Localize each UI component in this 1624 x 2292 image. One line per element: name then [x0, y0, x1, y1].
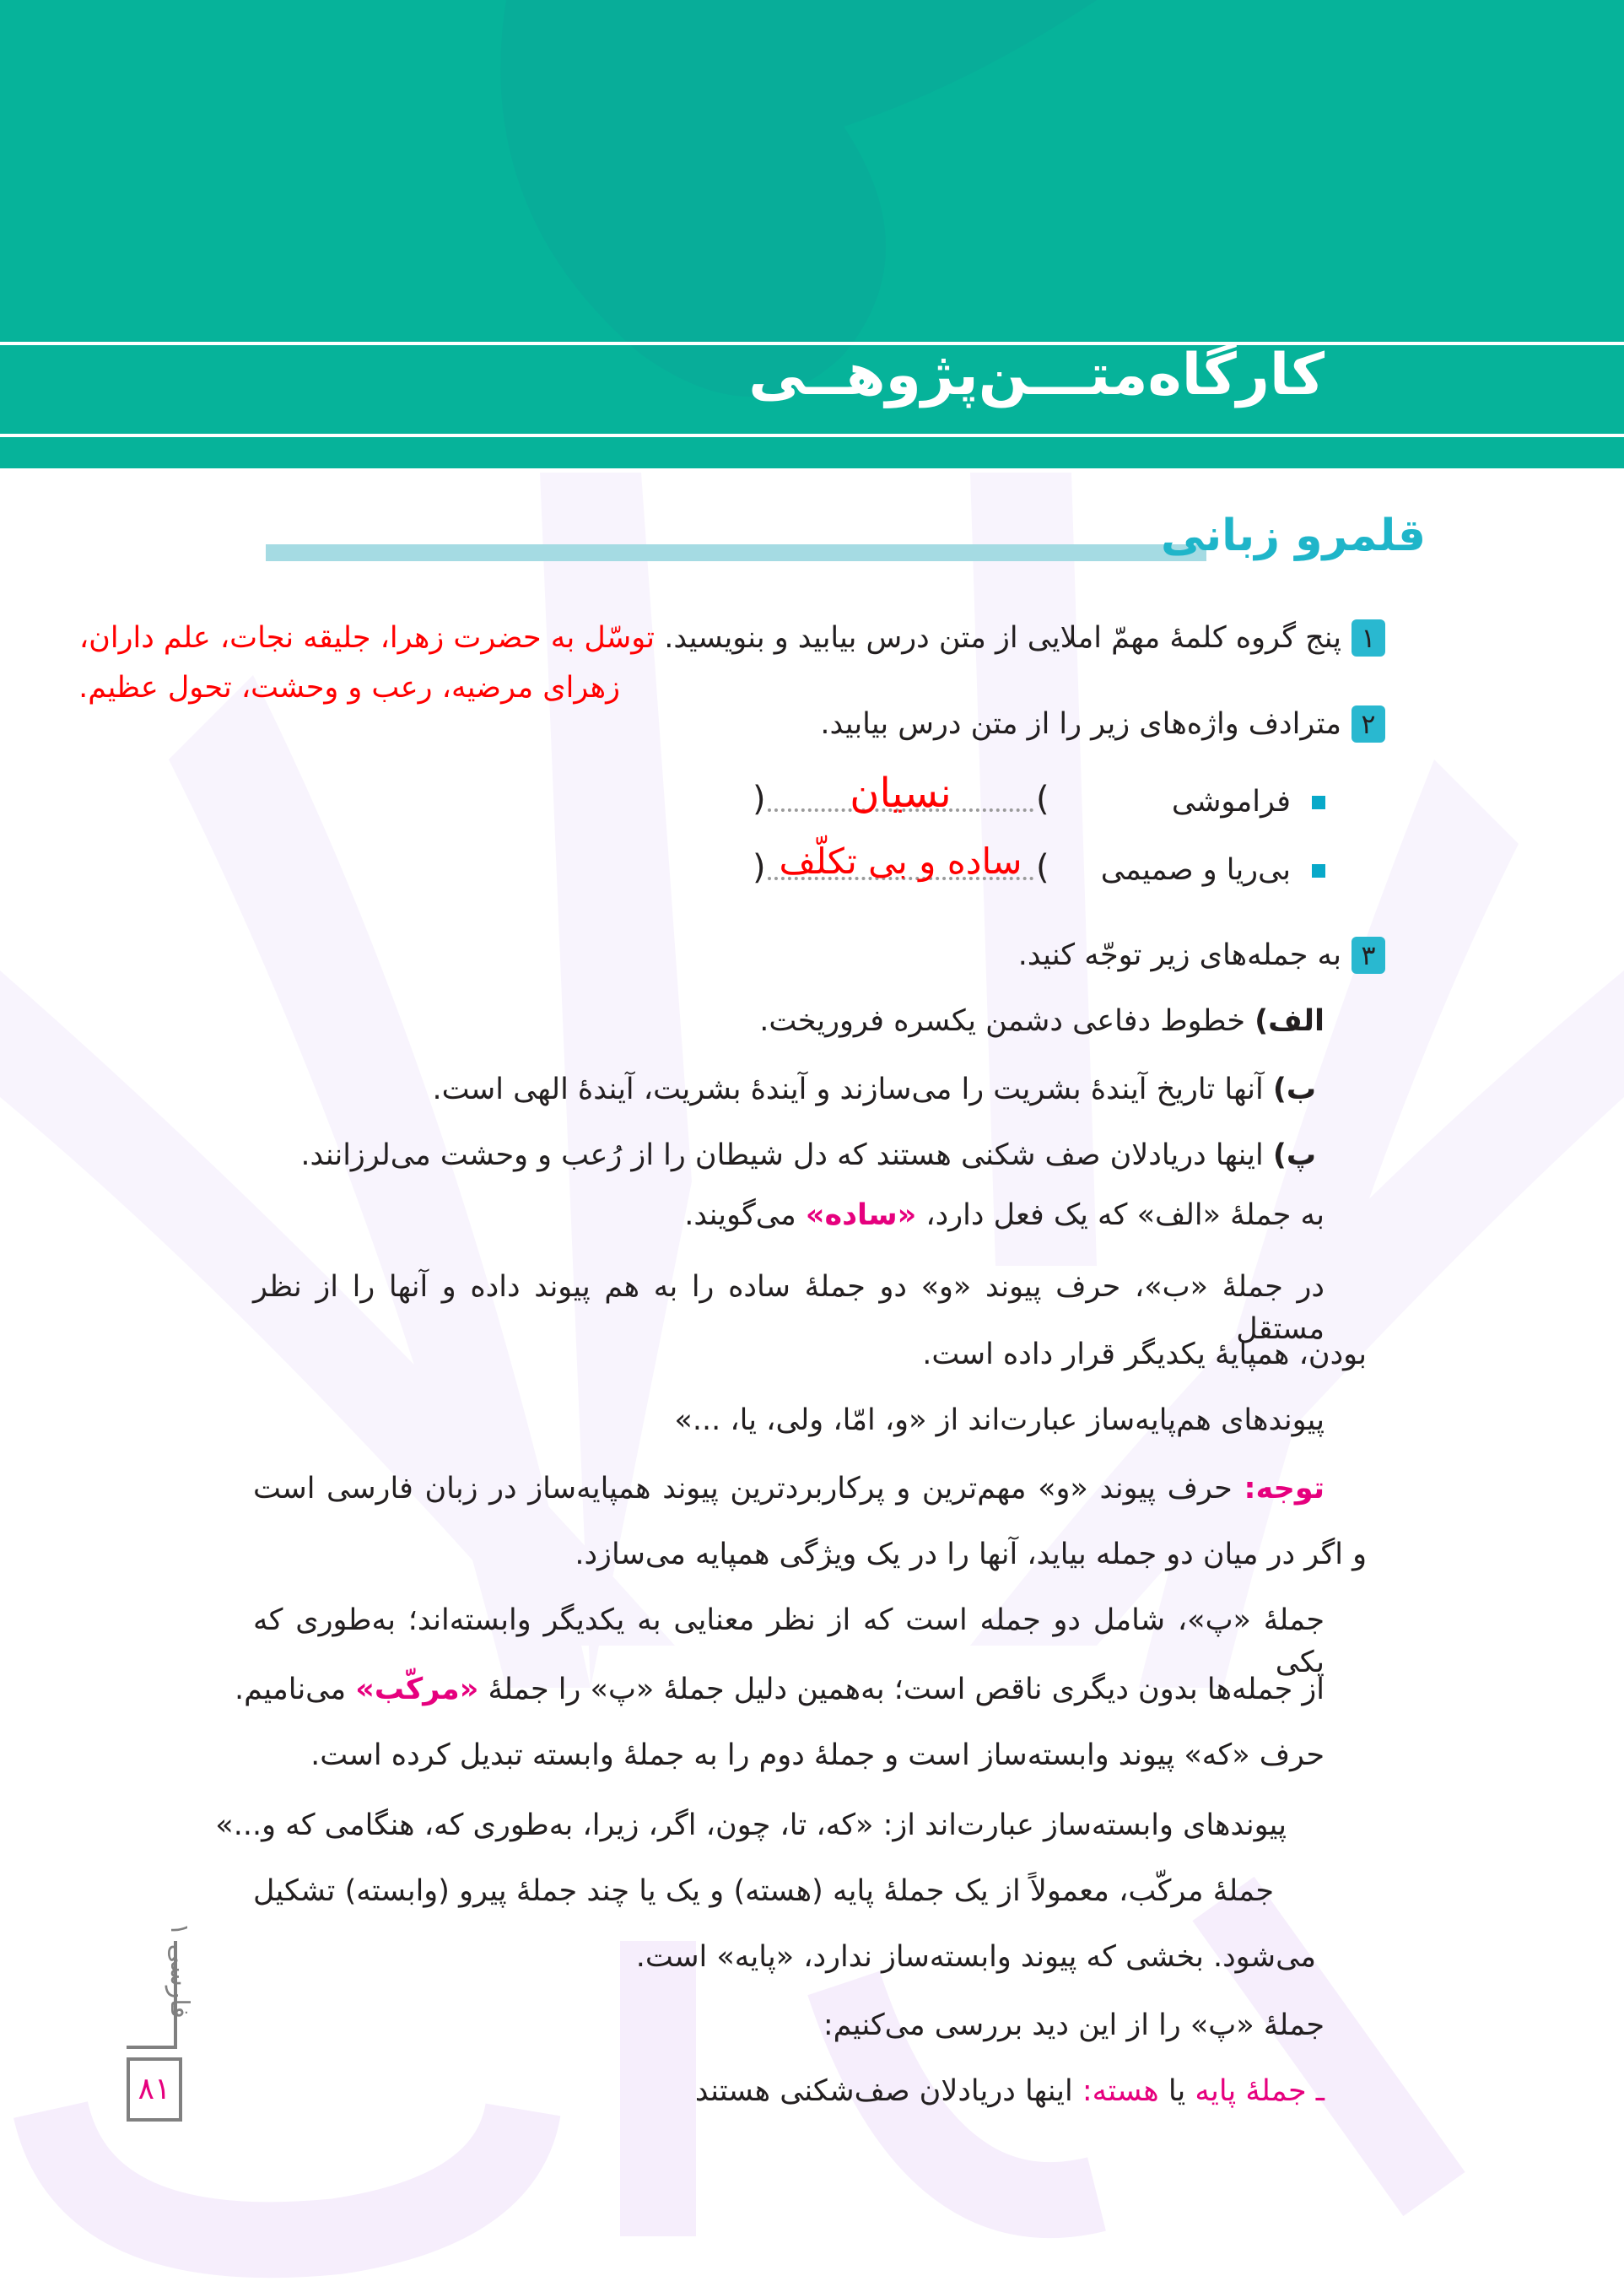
paren: ) [753, 848, 766, 887]
paren: ( [1036, 848, 1049, 887]
paragraph-line: حرف «که» پیوند وابسته‌ساز است و جملهٔ دوم را به جملهٔ وابسته تبدیل کرده است. [310, 1738, 1325, 1772]
sentence-label: الف) [1254, 1004, 1325, 1038]
bullet-icon [1312, 864, 1325, 878]
synonym-answer: نسیان [850, 770, 952, 817]
page-number: ۸۱ [127, 2057, 182, 2122]
highlight-term: هسته: [1082, 2074, 1159, 2108]
question-number-badge: ۱ [1352, 619, 1385, 657]
sentence-text: اینها دریادلان صف شکنی هستند که دل شیطان را از رُعب و وحشت می‌لرزانند. [300, 1138, 1264, 1172]
synonym-word: فراموشی [1171, 785, 1291, 819]
question-3-text: به جمله‌های زیر توجّه کنید. [1017, 938, 1341, 972]
example-sentence [759, 1000, 1325, 1042]
paragraph-line: می‌شود. بخشی که پیوند وابسته‌ساز ندارد، «پایه» است. [635, 1940, 1316, 1974]
section-title: قلمرو زبانی [1160, 511, 1426, 561]
text: از جمله‌ها بدون دیگری ناقص است؛ به‌همین دلیل جملهٔ «پ» را جملهٔ [478, 1673, 1325, 1706]
paragraph-line: جملهٔ مرکّب، معمولاً از یک جملهٔ پایه (هسته) و یک یا چند جملهٔ پیرو (وابسته) تشکیل [253, 1874, 1274, 1908]
sentence-text: آنها تاریخ آیندهٔ بشریت را می‌سازند و آیندهٔ بشریت، آیندهٔ الهی است. [432, 1073, 1264, 1106]
synonym-answer: ساده و بی تکلّف [779, 841, 1022, 882]
text: به جملهٔ «الف» که یک فعل دارد، [916, 1198, 1325, 1232]
sentence-text: خطوط دفاعی دشمن یکسره فروریخت. [759, 1004, 1246, 1038]
text: می‌نامیم. [235, 1673, 356, 1706]
question-number-badge: ۳ [1352, 937, 1385, 974]
paragraph-line: بودن، همپایهٔ یکدیگر قرار داده است. [922, 1338, 1367, 1371]
synonym-word: بی‌ریا و صمیمی [1100, 853, 1291, 887]
note-line [253, 1468, 1325, 1510]
text: حرف پیوند «و» مهم‌ترین و پرکاربردترین پیوند همپایه‌ساز در زبان فارسی است [253, 1472, 1244, 1505]
page-title: کارگاه‌متـــن‌پژوهــی [748, 342, 1325, 408]
paragraph-line: پیوندهای وابسته‌ساز عبارت‌اند از: «که، تا، چون، اگر، زیرا، به‌طوری که، هنگامی که و...» [215, 1808, 1287, 1842]
section-bar [266, 544, 1206, 561]
bullet-icon [1312, 796, 1325, 809]
example-sentence [300, 1134, 1316, 1176]
sentence-label: ب) [1272, 1073, 1316, 1106]
paragraph-line [695, 2070, 1325, 2112]
question-text: پنج گروه کلمهٔ مهمّ املایی از متن درس بیابید و بنویسید. [664, 621, 1341, 655]
paragraph-line: پیوندهای هم‌پایه‌ساز عبارت‌اند از «و، امّا، ولی، یا، ...» [674, 1403, 1325, 1437]
text: اینها دریادلان صف‌شکنی هستند [694, 2074, 1082, 2108]
paren: ( [1036, 780, 1049, 819]
paragraph-line [235, 1668, 1325, 1711]
answer-text: توسّل به حضرت زهرا، جلیقه نجات، علم داران، [78, 621, 656, 655]
footer-divider [127, 2046, 177, 2049]
question-1-text [79, 617, 1341, 659]
question-2-text: مترادف واژه‌های زیر را از متن درس بیابید. [820, 707, 1341, 741]
paren: ) [753, 780, 766, 819]
answer-text: زهرای مرضیه، رعب و وحشت، تحول عظیم. [78, 671, 620, 705]
highlight-term: ـ جملهٔ پایه [1195, 2074, 1325, 2108]
question-number-badge: ۲ [1352, 705, 1385, 743]
text: می‌گویند. [684, 1198, 806, 1232]
paragraph-line: در جملهٔ «ب»، حرف پیوند «و» دو جملهٔ ساده را به هم پیوند داده و آنها را از نظر مستقل [253, 1270, 1325, 1346]
chapter-header [0, 0, 1624, 468]
example-sentence [432, 1068, 1316, 1111]
paragraph-line: جملهٔ «پ»، شامل دو جمله است که از نظر معنایی به یکدیگر وابسته‌اند؛ به‌طوری که یکی [253, 1603, 1325, 1679]
book-title: فارسی ۱ [165, 1922, 194, 2019]
paragraph-line: جملهٔ «پ» را از این دید بررسی می‌کنیم: [823, 2008, 1325, 2042]
note-line: و اگر در میان دو جمله بیاید، آنها را در یک ویژگی همپایه می‌سازد. [575, 1538, 1367, 1571]
sentence-label: پ) [1272, 1138, 1316, 1172]
text: یا [1158, 2074, 1195, 2108]
paragraph-line [684, 1194, 1325, 1236]
highlight-term: «ساده» [805, 1198, 917, 1232]
note-label: توجه: [1244, 1472, 1325, 1505]
highlight-term: «مرکّب» [355, 1673, 479, 1706]
header-divider [0, 434, 1624, 437]
